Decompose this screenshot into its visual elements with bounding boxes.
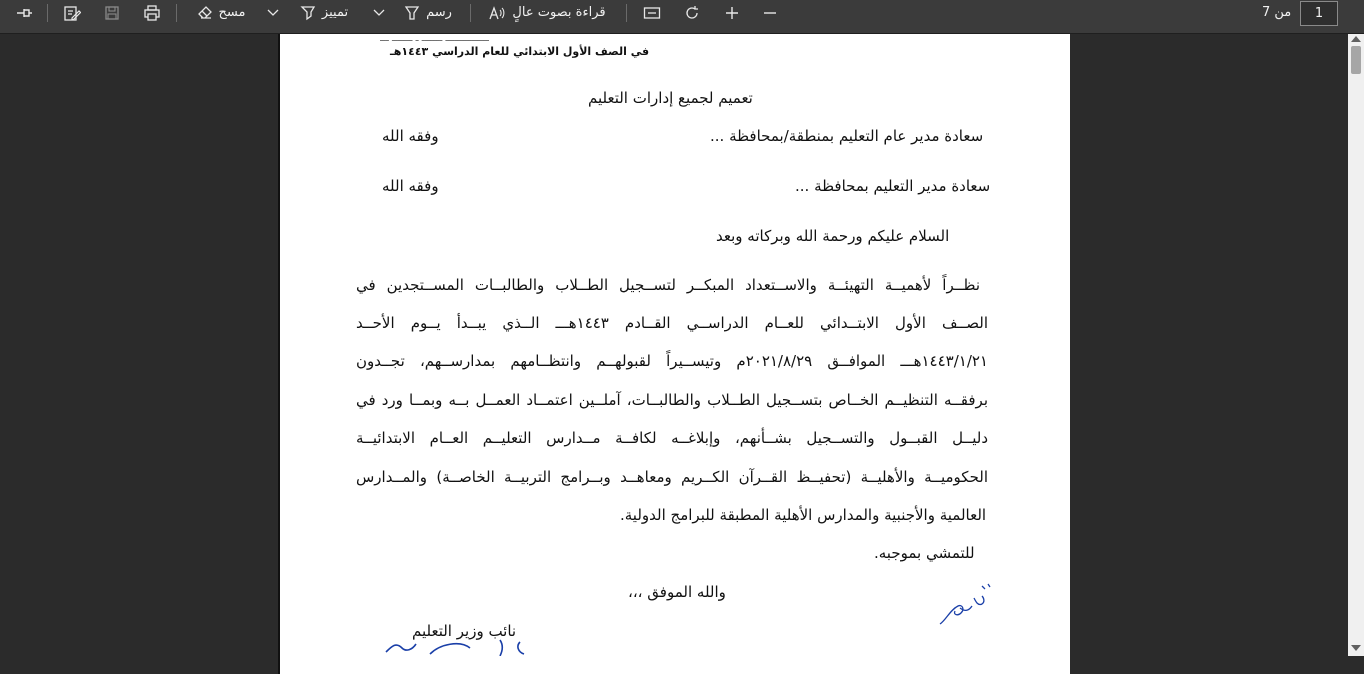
fill-and-sign-button[interactable]	[56, 0, 88, 25]
read-aloud-icon	[488, 5, 506, 21]
scrollbar-thumb[interactable]	[1351, 46, 1361, 74]
save-button[interactable]	[96, 0, 128, 25]
zoom-in-button[interactable]	[716, 0, 748, 25]
form-edit-icon	[63, 4, 81, 22]
eraser-icon	[197, 6, 213, 20]
page-number-input[interactable]: 1	[1300, 1, 1338, 26]
draw-options-dropdown[interactable]	[368, 0, 390, 25]
rotate-button[interactable]	[676, 0, 708, 25]
paragraph-line: ١٤٤٣/١/٢١هـــ الموافــق ٢٠٢١/٨/٢٩م وتيســيراً لقبولهــم وانتظــامهم بمدارســهم، تجــدون	[356, 352, 988, 370]
vertical-scrollbar[interactable]	[1348, 34, 1364, 656]
signature-icon	[380, 636, 550, 656]
printer-icon	[143, 5, 161, 21]
pen-icon	[404, 5, 420, 21]
highlight-button[interactable]	[292, 0, 356, 25]
initials-signature-icon	[930, 578, 1000, 630]
blessing-1: وفقه الله	[382, 127, 439, 145]
erase-button[interactable]	[190, 0, 252, 25]
pin-icon	[15, 6, 33, 20]
highlight-options-dropdown[interactable]	[262, 0, 284, 25]
read-aloud-label: قراءة بصوت عالٍ	[512, 5, 606, 20]
paragraph-line: نظــراً لأهميــة التهيئــة والاســتعداد المبكــر لتســجيل الطــلاب والطالبــات المســتجدين في	[356, 276, 980, 294]
paragraph-line: دليــل القبــول والتســجيل بشــأنهم، وإبلاغــه لكافــة مــدارس التعليــم العــام الابتدائيــة	[356, 429, 988, 447]
paragraph-line: برفقــه التنظيــم الخــاص بتســجيل الطــلاب والطالبــات، آملــين اعتمــاد العمــل بــه وبمــا ورد في	[356, 391, 988, 409]
chevron-down-icon	[267, 9, 279, 17]
toolbar-separator	[176, 4, 177, 22]
read-aloud-button[interactable]	[482, 0, 612, 25]
highlight-label: تمييز	[321, 5, 349, 20]
blessing-2: وفقه الله	[382, 177, 439, 195]
header-partial-line: ـــــــــــــــ ـــــــ ـ ـــــــ ـــ	[380, 33, 490, 41]
page-total-label: من 7	[1262, 5, 1292, 20]
page-view-button[interactable]	[636, 0, 668, 25]
addressee-2: سعادة مدير التعليم بمحافظة ...	[795, 177, 991, 195]
erase-label: مسح	[218, 5, 246, 20]
rotate-icon	[684, 5, 700, 21]
draw-label: رسم	[426, 5, 452, 20]
plus-icon	[724, 5, 740, 21]
document-title: تعميم لجميع إدارات التعليم	[588, 89, 753, 107]
addressee-1: سعادة مدير عام التعليم بمنطقة/بمحافظة ...	[710, 127, 984, 145]
toolbar-separator	[626, 4, 627, 22]
scroll-down-arrow-icon[interactable]	[1351, 645, 1361, 651]
toolbar-separator	[47, 4, 48, 22]
closing-line: للتمشي بموجبه.	[874, 544, 975, 562]
page-view-icon	[643, 6, 661, 20]
header-line: في الصف الأول الابتدائي للعام الدراسي ١٤٤٣هـ	[390, 45, 650, 58]
chevron-down-icon	[373, 9, 385, 17]
paragraph-line: الصــف الأول الابتــدائي للعــام الدراســي القــادم ١٤٤٣هـــ الــذي يبــدأ يــوم الأحــد	[356, 314, 988, 332]
paragraph-line: الحكوميــة والأهليــة (تحفيــظ القــرآن الكــريم ومعاهــد وبــرامج التربيــة الخاصــة) والمــدارس	[356, 468, 988, 486]
zoom-out-button[interactable]	[754, 0, 786, 25]
paragraph-last-line: العالمية والأجنبية والمدارس الأهلية المطبقة للبرامج الدولية.	[620, 506, 987, 524]
scroll-up-arrow-icon[interactable]	[1351, 36, 1361, 42]
greeting: السلام عليكم ورحمة الله وبركاته وبعد	[716, 227, 950, 245]
signatory-title: نائب وزير التعليم	[412, 622, 517, 640]
highlighter-icon	[300, 5, 316, 21]
draw-button[interactable]	[398, 0, 458, 25]
pin-toolbar-button[interactable]	[6, 0, 42, 25]
valediction: والله الموفق ،،،	[628, 583, 726, 601]
print-button[interactable]	[136, 0, 168, 25]
save-icon	[104, 5, 120, 21]
toolbar-separator	[470, 4, 471, 22]
minus-icon	[762, 5, 778, 21]
pdf-toolbar	[0, 0, 1364, 34]
